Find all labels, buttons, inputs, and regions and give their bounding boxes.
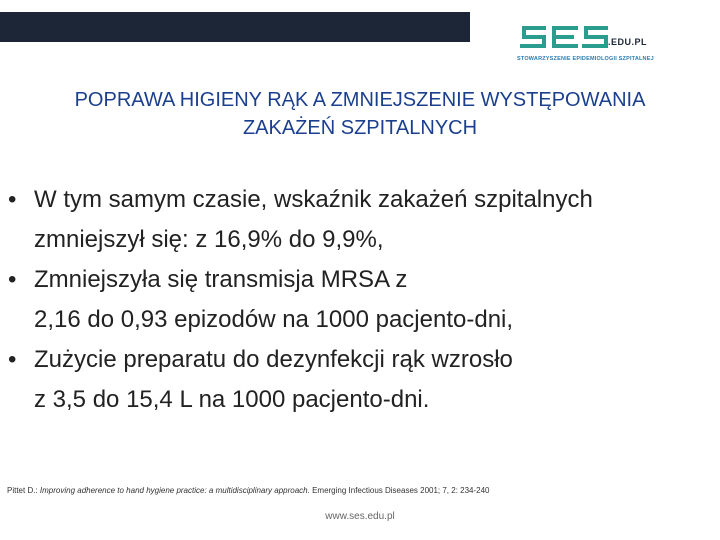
bullet-item xyxy=(6,180,714,260)
logo-letter-s2 xyxy=(582,28,608,46)
bullet-dot-icon: • xyxy=(8,186,17,213)
logo-suffix: .EDU.PL xyxy=(608,37,648,47)
bullet-line: W tym samym czasie, wskaźnik zakażeń szpitalnych xyxy=(34,186,593,213)
footer-url[interactable]: www.ses.edu.pl xyxy=(325,511,395,522)
bullet-line: Zużycie preparatu do dezynfekcji rąk wzrosło xyxy=(34,346,513,373)
title-line-2: ZAKAŻEŃ SZPITALNYCH xyxy=(242,117,478,139)
bullet-line: 2,16 do 0,93 epizodów na 1000 pacjento-dni, xyxy=(34,306,514,333)
bullet-dot-icon: • xyxy=(8,346,17,373)
citation-source: Emerging Infectious Diseases 2001; 7, 2: 234-240 xyxy=(309,486,490,495)
bullet-item xyxy=(6,340,714,420)
citation-title: Improving adherence to hand hygiene practice: a multidisciplinary approach. xyxy=(39,486,310,495)
citation-author: Pittet D.: xyxy=(7,486,40,495)
bullet-list xyxy=(6,180,714,420)
citation xyxy=(7,486,713,495)
logo-letter-e xyxy=(554,28,578,46)
slide-title xyxy=(20,86,700,142)
bullet-item xyxy=(6,260,714,340)
header-bar xyxy=(0,12,470,42)
logo-letter-s1 xyxy=(520,28,546,46)
bullet-dot-icon: • xyxy=(8,266,17,293)
bullet-line: z 3,5 do 15,4 L na 1000 pacjento-dni. xyxy=(34,386,430,413)
title-line-1: POPRAWA HIGIENY RĄK A ZMNIEJSZENIE WYSTĘPOWANIA xyxy=(74,89,646,111)
bullet-line: zmniejszył się: z 16,9% do 9,9%, xyxy=(34,226,384,253)
bullet-line: Zmniejszyła się transmisja MRSA z xyxy=(34,266,408,293)
logo-subtitle: STOWARZYSZENIE EPIDEMIOLOGII SZPITALNEJ xyxy=(517,56,654,62)
